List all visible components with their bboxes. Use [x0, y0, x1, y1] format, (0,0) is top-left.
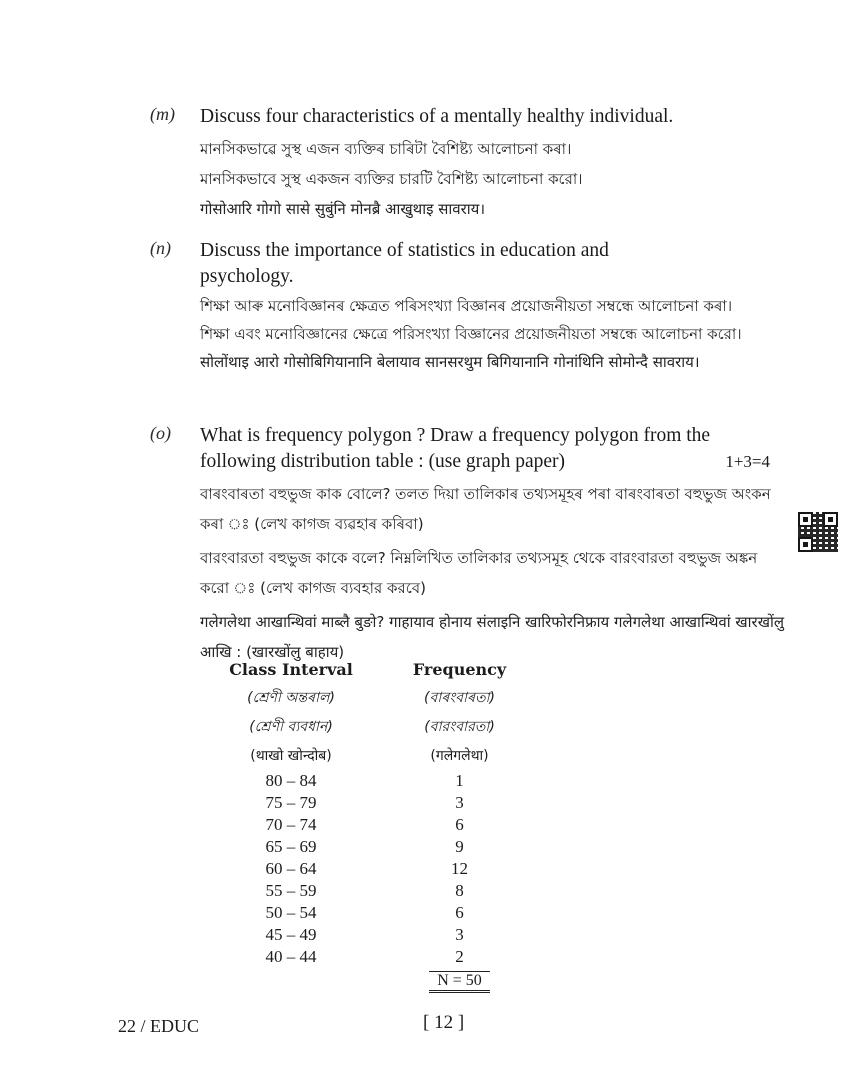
question-n: [150, 238, 790, 376]
frequency-cell: 6: [455, 903, 464, 922]
question-text-english: Discuss the importance of statistics in education and psychology.: [200, 240, 609, 287]
question-text-english-line2: following distribution table : (use graph paper): [200, 451, 565, 472]
marks-allocation: 1+3=4: [725, 452, 770, 471]
question-text-assamese: বাৰংবাৰতা বহুভুজ কাক বোলে? তলত দিয়া তালিকাৰ তথ্যসমূহৰ পৰা বাৰংবাৰতা বহুভুজ অংকন কৰা ঃ (লেখ কাগজ ব্যৱহাৰ কৰিবা): [200, 485, 771, 533]
question-text-assamese: শিক্ষা আৰু মনোবিজ্ঞানৰ ক্ষেত্ৰত পৰিসংখ্যা বিজ্ঞানৰ প্ৰয়োজনীয়তা সম্বন্ধে আলোচনা কৰা।: [200, 297, 733, 315]
class-interval-cell: 75 – 79: [265, 793, 317, 812]
question-label: (n): [150, 238, 171, 258]
table-header-class-interval: Class Interval: [229, 659, 353, 679]
class-interval-cell: 40 – 44: [265, 947, 317, 966]
frequency-cell: 3: [455, 925, 464, 944]
table-row: [215, 836, 527, 858]
question-m: [150, 104, 790, 224]
table-row: [215, 858, 527, 880]
table-header-frequency: Frequency: [412, 659, 507, 679]
table-row: [215, 946, 527, 968]
question-text-english: Discuss four characteristics of a mentally healthy individual.: [200, 106, 674, 127]
table-header-class-interval-assamese: (শ্ৰেণী অন্তৰাল): [247, 689, 335, 706]
frequency-total: N = 50: [429, 971, 490, 993]
question-label: (m): [150, 104, 175, 124]
qr-code-icon: [798, 512, 838, 552]
question-text-english-line1: What is frequency polygon ? Draw a frequency polygon from the: [200, 425, 711, 446]
class-interval-cell: 45 – 49: [265, 925, 317, 944]
question-text-bengali: মানসিকভাবে সুস্থ একজন ব্যক্তির চারটি বৈশিষ্ট্য আলোচনা করো।: [200, 170, 583, 188]
table-header-frequency-bodo: (गलेगलेथा): [430, 748, 489, 764]
frequency-cell: 8: [455, 881, 464, 900]
table-row: [215, 770, 527, 792]
paper-code: 22 / EDUC: [118, 1016, 199, 1036]
table-row: [215, 880, 527, 902]
class-interval-cell: 65 – 69: [265, 837, 317, 856]
class-interval-cell: 60 – 64: [265, 859, 317, 878]
frequency-cell: 9: [455, 837, 464, 856]
class-interval-cell: 50 – 54: [265, 903, 317, 922]
question-text-bodo: सोलोंथाइ आरो गोसोबिगियानानि बेलायाव सानसरथुम बिगियानानि गोनांथिनि सोमोन्दै सावराय।: [200, 353, 700, 371]
page-number: [ 12 ]: [423, 1012, 465, 1033]
frequency-cell: 3: [455, 793, 464, 812]
table-row: [215, 814, 527, 836]
class-interval-cell: 55 – 59: [265, 881, 317, 900]
question-label: (o): [150, 423, 171, 443]
question-text-english-line2-row: [200, 449, 790, 475]
frequency-distribution-table: [215, 655, 527, 993]
table-row: [215, 902, 527, 924]
table-header-class-interval-bengali: (শ্রেণী ব্যবধান): [249, 718, 333, 735]
frequency-cell: 1: [455, 771, 464, 790]
frequency-cell: 12: [451, 859, 468, 878]
question-text-bengali: শিক্ষা এবং মনোবিজ্ঞানের ক্ষেত্রে পরিসংখ্যা বিজ্ঞানের প্রয়োজনীয়তা সম্বন্ধে আলোচনা করো।: [200, 325, 742, 343]
class-interval-cell: 70 – 74: [265, 815, 317, 834]
question-o: [150, 423, 790, 667]
class-interval-cell: 80 – 84: [265, 771, 317, 790]
question-text-bodo: गोसोआरि गोगो सासे सुबुंनि मोनब्रै आखुथाइ सावराय।: [200, 200, 486, 218]
question-text-bengali: বারংবারতা বহুভুজ কাকে বলে? নিম্নলিখিত তালিকার তথ্যসমূহ থেকে বারংবারতা বহুভুজ অঙ্কন করো ঃ (লেখ কাগজ ব্যবহার করবে): [200, 549, 758, 597]
table-header-frequency-bengali: (বারংবারতা): [424, 718, 495, 735]
table-row: [215, 924, 527, 946]
question-text-assamese: মানসিকভাৱে সুস্থ এজন ব্যক্তিৰ চাৰিটা বৈশিষ্ট্য আলোচনা কৰা।: [200, 140, 572, 158]
table-header-frequency-assamese: (বাৰংবাৰতা): [424, 689, 495, 706]
frequency-cell: 6: [455, 815, 464, 834]
question-text-bodo: गलेगलेथा आखान्थिवां माब्लै बुङो? गाहायाव होनाय संलाइनि खारिफोरनिफ्राय गलेगलेथा आखान्थिवां खारखोंलु आखि : (खारखोंलु बाहाय): [200, 613, 785, 661]
table-row: [215, 792, 527, 814]
frequency-cell: 2: [455, 947, 464, 966]
table-header-class-interval-bodo: (थाखो खोन्दोब): [250, 748, 332, 764]
